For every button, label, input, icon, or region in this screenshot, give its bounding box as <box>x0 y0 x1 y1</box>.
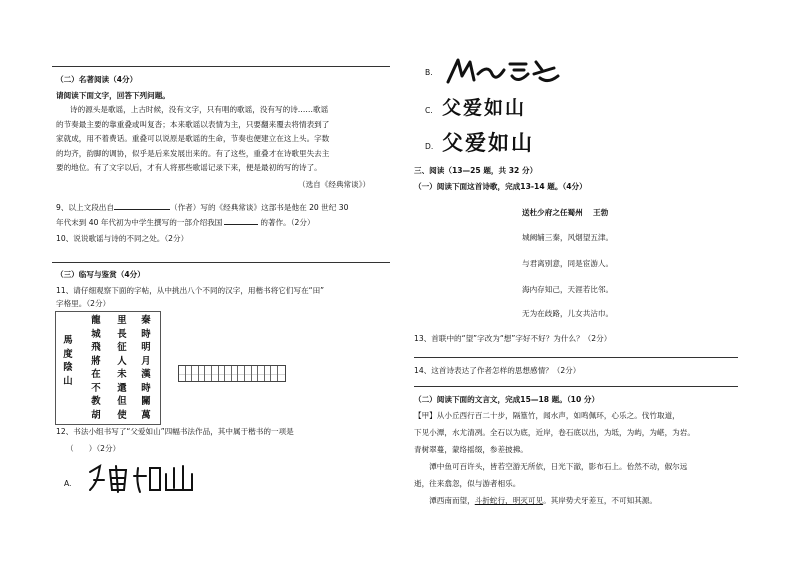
tianzi-grid[interactable] <box>178 365 286 382</box>
answer-blank[interactable] <box>114 209 170 210</box>
wenyan-line: 下见小潭，水尤清冽。全石以为底，近岸，卷石底以出，为坻，为屿，为嵁，为岩。 <box>414 428 695 437</box>
subsection-title: （二）阅读下面的文言文，完成15—18 题。（10 分） <box>414 395 600 404</box>
q9-part: 9、以上文段出自 <box>56 203 114 212</box>
passage-source: （选自《经典常谈》） <box>298 180 371 189</box>
answer-line[interactable] <box>414 386 738 387</box>
passage-line: 的均齐，韵脚的调协，似乎是后来发展出来的。有了这些，重叠才在诗歌里失去主 <box>56 148 330 158</box>
wenyan-text: 潭西南而望， <box>414 496 475 505</box>
option-c-label: C. <box>425 106 433 115</box>
poem-line: 无为在歧路，儿女共沾巾。 <box>522 309 614 318</box>
question-9 <box>56 203 348 213</box>
poem-line: 城阙辅三秦，风烟望五津。 <box>522 233 614 242</box>
option-c-calligraphy: 父爱如山 <box>442 97 527 119</box>
option-b-label: B. <box>425 68 433 77</box>
model-column: 里長征人未還但使 <box>117 315 127 421</box>
q9-part: （作者）写的《经典常谈》这部书是他在 20 世纪 30 <box>170 203 349 212</box>
question-12: 12、书法小组书写了“父爱如山”四幅书法作品，其中属于楷书的一项是 <box>56 427 294 436</box>
wenyan-line: 青树翠蔓，蒙络摇缀，参差披拂。 <box>414 445 528 454</box>
passage-line: 诗的源头是歌谣，上古时候，没有文字，只有唱的歌谣，没有写的诗……歌谣 <box>70 105 329 114</box>
calligraphy-model <box>55 311 161 425</box>
wenyan-line: 潭中鱼可百许头，皆若空游无所依，日光下澈，影布石上。佁然不动，俶尔远 <box>414 462 688 471</box>
section-title: 三、阅读（13—25 题，共 32 分） <box>414 166 538 175</box>
question-10: 10、说说歌谣与诗的不同之处。（2分） <box>56 234 189 243</box>
wenyan-line: 逝，往来翕忽，似与游者相乐。 <box>414 479 521 488</box>
model-column: 秦時明月漢時關萬 <box>141 315 151 421</box>
q9-part: 年代末到 40 年代初为中学生撰写的一部介绍我国 <box>56 218 223 227</box>
q9-part: 的著作。（2分） <box>260 218 315 227</box>
answer-line[interactable] <box>414 357 738 358</box>
divider <box>52 262 390 263</box>
subsection-title: （一）阅读下面这首诗歌，完成13-14 题。（4分） <box>414 182 587 191</box>
option-d-calligraphy: 父爱如山 <box>442 130 534 155</box>
section-title: （二）名著阅读（4分） <box>56 75 138 84</box>
right-column <box>400 0 794 561</box>
question-13: 13、首联中的“望”字改为“想”字好不好？为什么？（2分） <box>414 334 612 343</box>
option-a-label: A. <box>64 479 72 488</box>
passage-line: 要的地位。有了文字以后，才有人将那些歌谣记录下来，便是最初的写的诗了。 <box>56 163 322 172</box>
question-11-cont: 字格里。（2分） <box>56 299 111 308</box>
option-a-seal-script <box>86 462 206 500</box>
instruction: 请阅读下面文字，回答下列问题。 <box>56 91 170 100</box>
answer-blank[interactable] <box>224 224 258 225</box>
wenyan-line <box>414 496 657 506</box>
wenyan-line: 【甲】从小丘西行百二十步，隔篁竹，闻水声，如鸣佩环，心乐之。伐竹取道， <box>414 411 680 420</box>
divider <box>52 66 390 67</box>
wenyan-text: 。其岸势犬牙差互，不可知其源。 <box>543 496 657 505</box>
model-column: 龍城飛將在不教胡 <box>91 315 101 421</box>
poem-title: 送杜少府之任蜀州 王勃 <box>522 208 609 217</box>
question-9-cont <box>56 218 315 228</box>
passage-line: 家就成，用不着费话。重叠可以说原是歌谣的生命，节奏也便建立在这上头。字数 <box>56 134 330 143</box>
section-title: （三）临写与鉴赏（4分） <box>56 270 145 279</box>
passage-line: 的节奏最主要的靠重叠或叫复沓；本来歌谣以表情为主，只要翻来覆去将情表到了 <box>56 119 330 129</box>
model-column: 馬度陰山 <box>63 335 73 387</box>
question-14: 14、这首诗表达了作者怎样的思想感情？（2分） <box>414 366 581 375</box>
poem-line: 与君离别意，同是宦游人。 <box>522 259 614 268</box>
question-11: 11、请仔细观察下面的字帖，从中挑出八个不同的汉字，用楷书将它们写在“田” <box>56 286 325 295</box>
option-b-cursive-script <box>444 56 562 90</box>
underlined-phrase: 斗折蛇行，明灭可见 <box>474 496 544 505</box>
poem-line: 海内存知己，天涯若比邻。 <box>522 285 614 294</box>
option-d-label: D. <box>425 142 434 151</box>
question-12-cont: （ ）（2分） <box>66 444 121 453</box>
